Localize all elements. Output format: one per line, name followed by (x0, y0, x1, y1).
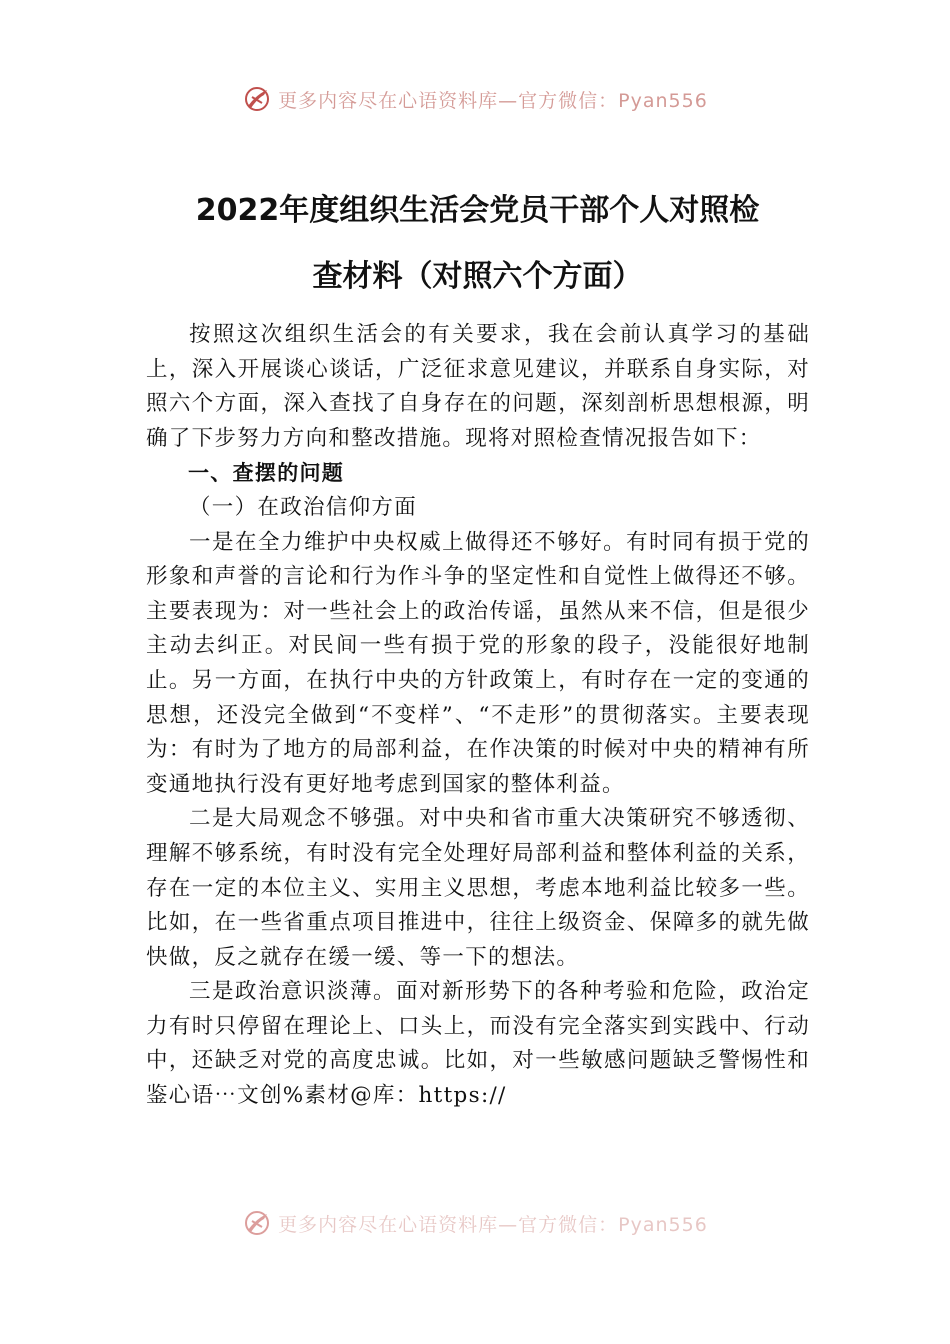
intro-paragraph: 按照这次组织生活会的有关要求，我在会前认真学习的基础上，深入开展谈心谈话，广泛征求意见建议，并联系自身实际，对照六个方面，深入查找了自身存在的问题，深刻剖析思想根源，明确了下步努力方向和整改措施。现将对照检查情况报告如下： (146, 322, 810, 451)
brand-logo-icon (242, 1208, 272, 1238)
document-body (146, 318, 810, 1114)
header-watermark-banner (0, 84, 950, 114)
footer-watermark-banner (0, 1208, 950, 1238)
brand-logo-icon (242, 84, 272, 114)
subsection-heading: （一）在政治信仰方面 (189, 494, 418, 520)
document-title-line-1: 2022年度组织生活会党员干部个人对照检 (195, 193, 760, 228)
footer-banner-text: 更多内容尽在心语资料库—官方微信：Pyan556 (278, 1213, 708, 1236)
body-paragraph-2: 二是大局观念不够强。对中央和省市重大决策研究不够透彻、理解不够系统，有时没有完全处理好局部利益和整体利益的关系，存在一定的本位主义、实用主义思想，考虑本地利益比较多一些。比如，在一些省重点项目推进中，往往上级资金、保障多的就先做快做，反之就存在缓一缓、等一下的想法。 (146, 806, 810, 970)
header-banner-text: 更多内容尽在心语资料库—官方微信：Pyan556 (278, 89, 708, 112)
document-title-line-2: 查材料（对照六个方面） (312, 259, 643, 294)
body-paragraph-3: 三是政治意识淡薄。面对新形势下的各种考验和危险，政治定力有时只停留在理论上、口头上，而没有完全落实到实践中、行动中，还缺乏对党的高度忠诚。比如，对一些敏感问题缺乏警惕性和鉴心语⋯文创%素材@库：https:// (146, 979, 810, 1109)
body-paragraph-1: 一是在全力维护中央权威上做得还不够好。有时同有损于党的形象和声誉的言论和行为作斗争的坚定性和自觉性上做得还不够。主要表现为：对一些社会上的政治传谣，虽然从来不信，但是很少主动去纠正。对民间一些有损于党的形象的段子，没能很好地制止。另一方面，在执行中央的方针政策上，有时存在一定的变通的思想，还没完全做到“不变样”、“不走形”的贯彻落实。主要表现为：有时为了地方的局部利益，在作决策的时候对中央的精神有所变通地执行没有更好地考虑到国家的整体利益。 (146, 529, 810, 797)
section-heading: 一、查摆的问题 (188, 461, 345, 486)
